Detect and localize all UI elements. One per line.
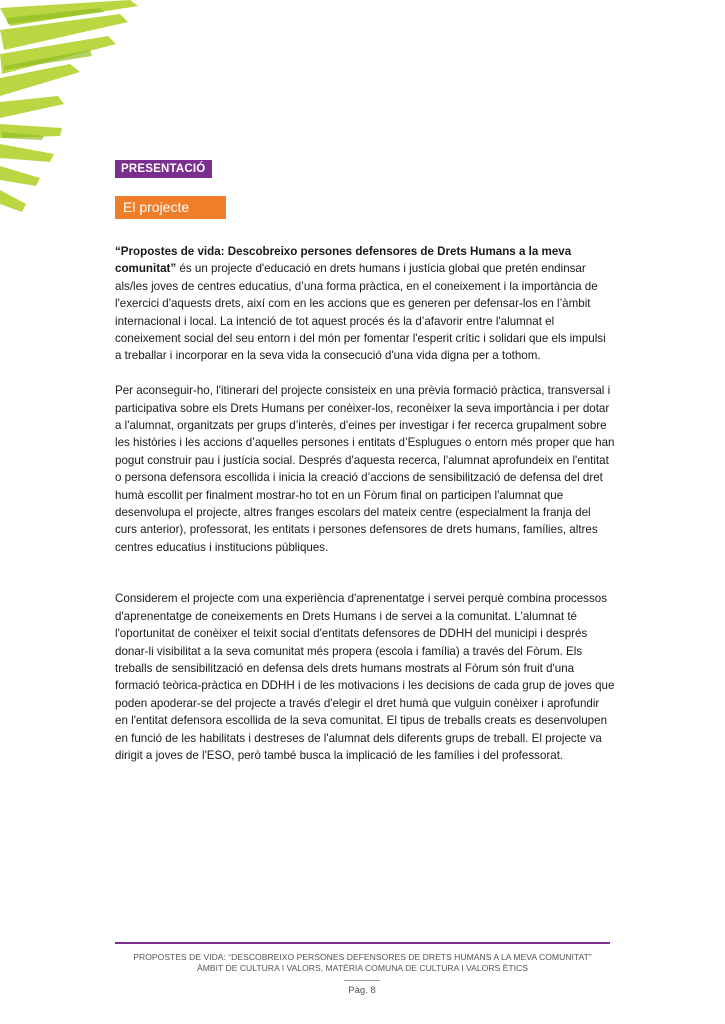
body-text [115,243,615,782]
paragraph-1-text: és un projecte d'educació en drets humans i justícia global que pretén endinsar als/les joves de centres educatius, d’una forma pràctica, en el coneixement i la importància de l'exercici d'aquests drets, així com en les accions que es generen per defensar-los en l’àmbit internacional i local. La intenció de tot aquest procés és la d’afavorir entre l'alumnat el coneixement social del seu entorn i del món per fomentar l'esperit crític i solidari que els impulsi a treballar i incorporar en la seva vida la consecució d'una vida digna per a tothom. [115,262,606,363]
section-title: El projecte [115,196,226,219]
paragraph-2: Per aconseguir-ho, l'itinerari del projecte consisteix en una prèvia formació pràctica, transversal i participativa sobre els Drets Humans per conèixer-los, reconèixer la seva importància i per dotar a l'alumnat, organitzats per grups d’interès, d'eines per investigar i fer recerca grupalment sobre les històries i les accions d’aquelles persones i entitats d’Esplugues o entorn més proper que han pogut construir pau i justícia social. Després d'aquesta recerca, l'alumnat aprofundeix en l'entitat o persona defensora escollida i inicia la creació d’accions de sensibilització de defensa del dret humà escollit per finalment mostrar-ho tot en un Fòrum final on participen l'alumnat que desenvolupa el projecte, altres franges escolars del mateix centre (especialment la franja del curs anterior), professorat, les entitats i persones defensores de drets humans, famílies, altres centres educatius i institucions públiques. [115,384,615,554]
footer-line-2: ÀMBIT DE CULTURA I VALORS, MATÈRIA COMUNA DE CULTURA I VALORS ÈTICS [197,963,528,973]
project-name: “Propostes de vida: Descobreixo persones defensores de Drets Humans a la meva comunitat” [115,245,572,276]
footer-divider [115,942,610,944]
footer-line-1: PROPOSTES DE VIDA: “DESCOBREIXO PERSONES DEFENSORES DE DRETS HUMANS A LA MEVA COMUNITAT” [133,952,592,962]
presentacio-tag: PRESENTACIÓ [115,160,212,178]
page-number: Pàg. 8 [348,985,376,996]
page-number-separator [344,980,380,981]
paragraph-3: Considerem el projecte com una experiència d'aprenentatge i servei perquè combina processos d'aprenentatge de coneixements en Drets Humans i de servei a la comunitat. L'alumnat té l'oportunitat de conèixer el teixit social d'entitats defensores de DDHH del municipi i després donar-li visibilitat a la seva comunitat més propera (escola i família) a través del Fòrum. Els treballs de sensibilització en defensa dels drets humans mostrats al Fòrum són fruit d'una formació teòrica-pràctica en DDHH i de les motivacions i les decisions de cada grup de joves que poden apoderar-se del projecte a través d'elegir el dret humà que vulguin conèixer i aprofundir en l'entitat defensora escollida de la seva comunitat. El tipus de treballs creats es desenvolupen en funció de les habilitats i destreses de l'alumnat dels diferents grups de treball. El projecte va dirigit a joves de l'ESO, però també busca la implicació de les famílies i del professorat. [115,592,615,762]
paragraph-1 [115,243,615,365]
footer [115,952,610,974]
